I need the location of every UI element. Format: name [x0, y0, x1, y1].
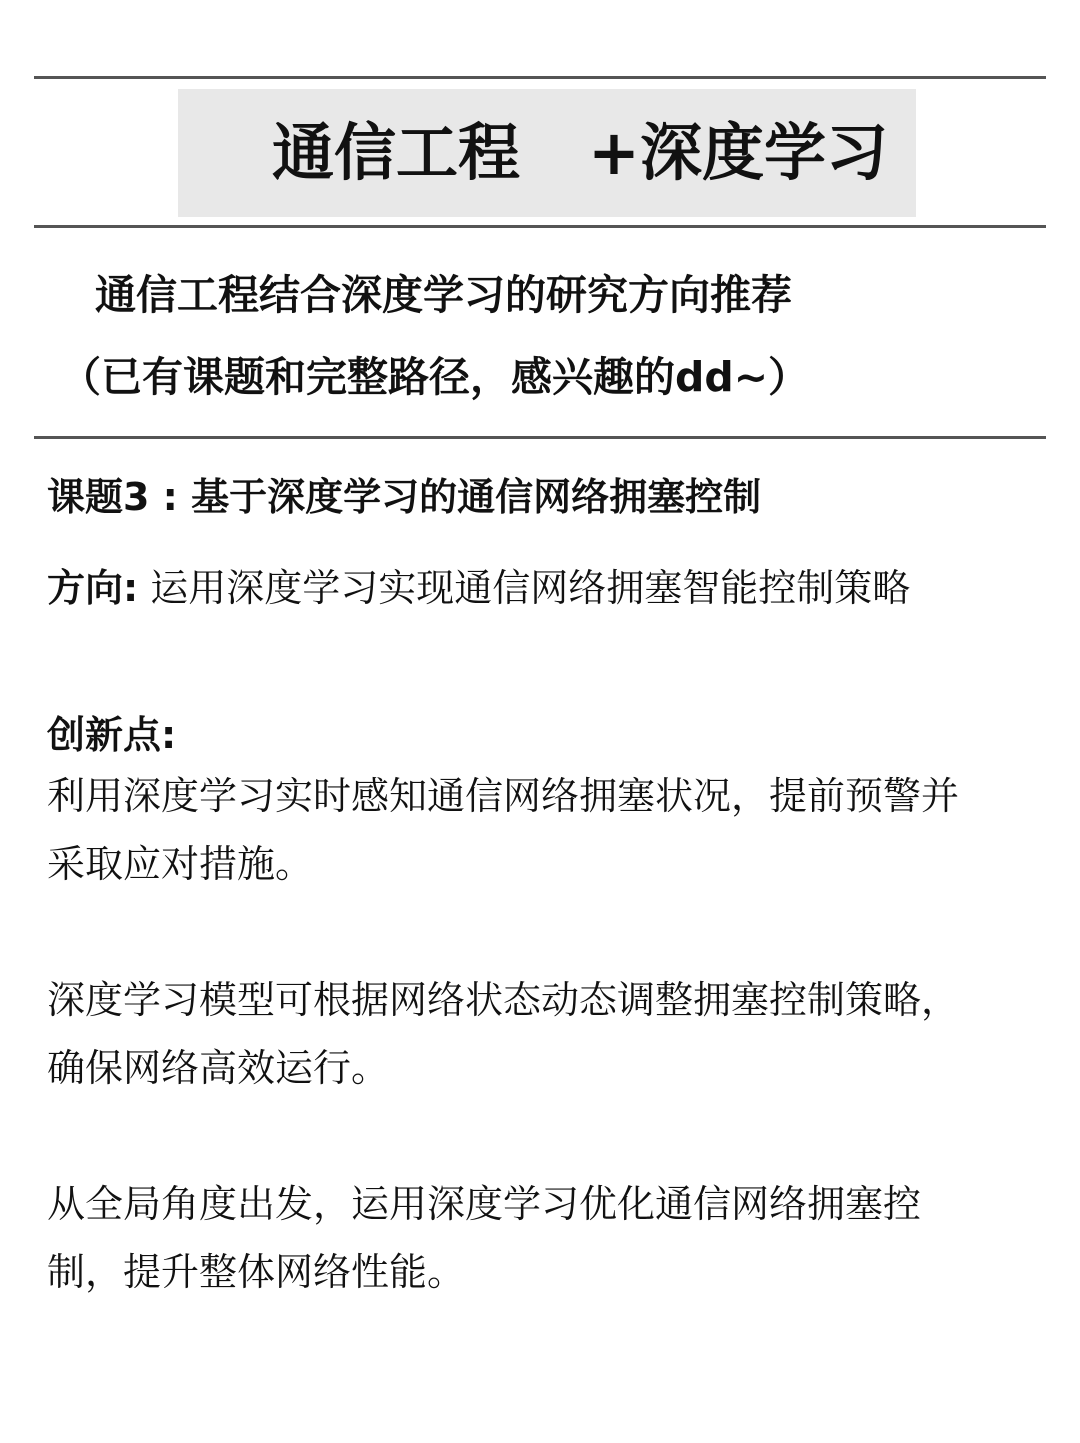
- innovation-point-line: 利用深度学习实时感知通信网络拥塞状况，提前预警并: [47, 774, 960, 818]
- innovation-point-line: 从全局角度出发，运用深度学习优化通信网络拥塞控: [47, 1182, 922, 1226]
- middle-divider: [34, 225, 1046, 228]
- innovation-point: [47, 1170, 1037, 1306]
- direction-row: [47, 562, 910, 614]
- innovation-point-line: 确保网络高效运行。: [47, 1046, 390, 1090]
- lower-divider: [34, 436, 1046, 439]
- direction-label: 方向:: [47, 566, 139, 610]
- title-accent: +深度学习: [588, 116, 888, 189]
- direction-text: 运用深度学习实现通信网络拥塞智能控制策略: [150, 566, 911, 610]
- innovation-point: [47, 762, 1037, 898]
- innovation-point-line: 深度学习模型可根据网络状态动态调整拥塞控制策略，: [47, 978, 960, 1022]
- topic-heading: 课题3 : 基于深度学习的通信网络拥塞控制: [47, 475, 762, 519]
- subtitle-line-1: 通信工程结合深度学习的研究方向推荐: [95, 271, 792, 319]
- title-banner: [178, 89, 916, 217]
- title-main: 通信工程: [272, 116, 521, 189]
- innovation-heading: 创新点:: [47, 713, 177, 757]
- top-divider: [34, 76, 1046, 79]
- innovation-point: [47, 966, 1037, 1102]
- innovation-point-line: 采取应对措施。: [47, 842, 314, 886]
- subtitle-line-2: （已有课题和完整路径，感兴趣的dd~）: [60, 353, 810, 401]
- innovation-point-line: 制，提升整体网络性能。: [47, 1250, 466, 1294]
